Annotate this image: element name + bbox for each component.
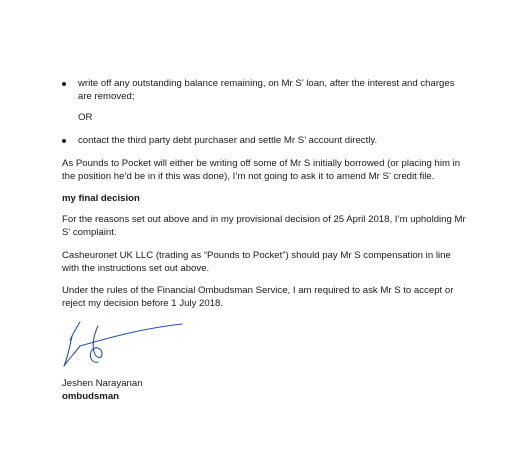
credit-file-paragraph: As Pounds to Pocket will either be writing off some of Mr S initially borrowed (or placing him in the position he’d be in if this was done), I’m not going to ask it to amend Mr S’ credit file. [62, 158, 461, 182]
compensation-paragraph: Casheuronet UK LLC (trading as “Pounds to Pocket”) should pay Mr S compensation in line with the instructions set out above. [62, 250, 451, 274]
bullet-text: contact the third party debt purchaser and settle Mr S’ account directly. [78, 135, 378, 146]
bullet-point-icon [62, 139, 66, 143]
signer-title: ombudsman [62, 391, 120, 402]
or-separator: OR [78, 112, 93, 123]
signature-stroke [90, 326, 102, 362]
rules-paragraph: Under the rules of the Financial Ombudsman Service, I am required to ask Mr S to accept or reject my decision before 1 July 2018. [62, 285, 454, 309]
handwritten-signature-icon [58, 316, 186, 372]
section-heading: my final decision [62, 193, 140, 204]
decision-paragraph: For the reasons set out above and in my provisional decision of 25 April 2018, I’m upholding Mr S’ complaint. [62, 214, 466, 238]
signature-stroke [64, 346, 80, 366]
signer-name: Jeshen Narayanan [62, 378, 143, 389]
signature-stroke [80, 324, 182, 346]
bullet-point-icon [62, 82, 66, 86]
bullet-text: write off any outstanding balance remaining, on Mr S’ loan, after the interest and charges are removed; [78, 78, 455, 102]
